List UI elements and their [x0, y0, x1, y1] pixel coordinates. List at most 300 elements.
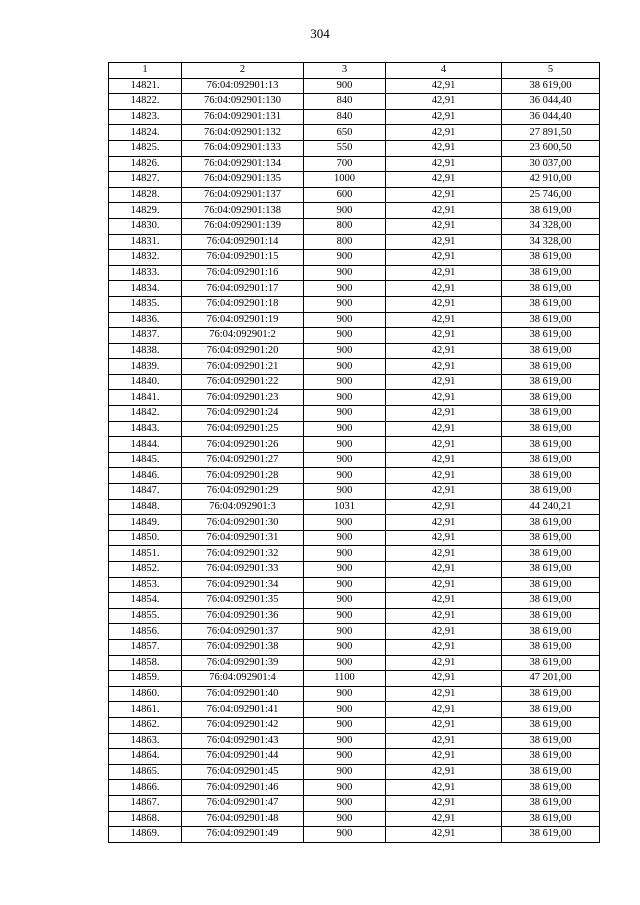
- table-row: [109, 78, 600, 94]
- area-cell: 550: [304, 140, 386, 156]
- amount-cell: 38 619,00: [502, 390, 600, 406]
- area-cell: 650: [304, 125, 386, 141]
- table-row: [109, 328, 600, 344]
- area-cell: 900: [304, 608, 386, 624]
- amount-cell: 38 619,00: [502, 203, 600, 219]
- cadastral-number-cell: 76:04:092901:39: [182, 655, 304, 671]
- rate-cell: 42,91: [386, 686, 502, 702]
- table-row: [109, 109, 600, 125]
- table-row: [109, 655, 600, 671]
- cadastral-number-cell: 76:04:092901:43: [182, 733, 304, 749]
- row-number-cell: 14829.: [109, 203, 182, 219]
- rate-cell: 42,91: [386, 234, 502, 250]
- table-row: [109, 203, 600, 219]
- table-row: [109, 140, 600, 156]
- rate-cell: 42,91: [386, 94, 502, 110]
- cadastral-number-cell: 76:04:092901:28: [182, 468, 304, 484]
- cadastral-number-cell: 76:04:092901:14: [182, 234, 304, 250]
- row-number-cell: 14830.: [109, 218, 182, 234]
- amount-cell: 38 619,00: [502, 577, 600, 593]
- table-row: [109, 437, 600, 453]
- table-row: [109, 639, 600, 655]
- row-number-cell: 14869.: [109, 827, 182, 843]
- table-header: [109, 63, 600, 79]
- table-row: [109, 780, 600, 796]
- amount-cell: 38 619,00: [502, 717, 600, 733]
- cadastral-number-cell: 76:04:092901:32: [182, 546, 304, 562]
- area-cell: 840: [304, 94, 386, 110]
- area-cell: 900: [304, 827, 386, 843]
- cadastral-number-cell: 76:04:092901:40: [182, 686, 304, 702]
- row-number-cell: 14851.: [109, 546, 182, 562]
- rate-cell: 42,91: [386, 671, 502, 687]
- amount-cell: 38 619,00: [502, 265, 600, 281]
- rate-cell: 42,91: [386, 437, 502, 453]
- amount-cell: 36 044,40: [502, 94, 600, 110]
- amount-cell: 27 891,50: [502, 125, 600, 141]
- table-row: [109, 250, 600, 266]
- rate-cell: 42,91: [386, 499, 502, 515]
- table-row: [109, 749, 600, 765]
- cadastral-number-cell: 76:04:092901:131: [182, 109, 304, 125]
- area-cell: 900: [304, 390, 386, 406]
- amount-cell: 38 619,00: [502, 608, 600, 624]
- cadastral-number-cell: 76:04:092901:33: [182, 562, 304, 578]
- table-row: [109, 390, 600, 406]
- area-cell: 900: [304, 374, 386, 390]
- rate-cell: 42,91: [386, 250, 502, 266]
- data-table: [108, 62, 600, 843]
- cadastral-number-cell: 76:04:092901:17: [182, 281, 304, 297]
- rate-cell: 42,91: [386, 374, 502, 390]
- table-row: [109, 624, 600, 640]
- row-number-cell: 14831.: [109, 234, 182, 250]
- table-row: [109, 218, 600, 234]
- area-cell: 900: [304, 686, 386, 702]
- table-row: [109, 374, 600, 390]
- cadastral-number-cell: 76:04:092901:13: [182, 78, 304, 94]
- area-cell: 1000: [304, 172, 386, 188]
- page-number: 304: [310, 26, 330, 41]
- area-cell: 900: [304, 593, 386, 609]
- rate-cell: 42,91: [386, 624, 502, 640]
- cadastral-number-cell: 76:04:092901:134: [182, 156, 304, 172]
- amount-cell: 30 037,00: [502, 156, 600, 172]
- cadastral-number-cell: 76:04:092901:21: [182, 359, 304, 375]
- cadastral-number-cell: 76:04:092901:31: [182, 530, 304, 546]
- cadastral-number-cell: 76:04:092901:49: [182, 827, 304, 843]
- rate-cell: 42,91: [386, 702, 502, 718]
- cadastral-number-cell: 76:04:092901:47: [182, 795, 304, 811]
- row-number-cell: 14859.: [109, 671, 182, 687]
- row-number-cell: 14841.: [109, 390, 182, 406]
- row-number-cell: 14865.: [109, 764, 182, 780]
- row-number-cell: 14847.: [109, 484, 182, 500]
- row-number-cell: 14868.: [109, 811, 182, 827]
- rate-cell: 42,91: [386, 172, 502, 188]
- amount-cell: 38 619,00: [502, 795, 600, 811]
- amount-cell: 38 619,00: [502, 546, 600, 562]
- table-row: [109, 156, 600, 172]
- row-number-cell: 14844.: [109, 437, 182, 453]
- cadastral-number-cell: 76:04:092901:37: [182, 624, 304, 640]
- column-header: 3: [304, 63, 386, 79]
- cadastral-number-cell: 76:04:092901:26: [182, 437, 304, 453]
- amount-cell: 38 619,00: [502, 639, 600, 655]
- amount-cell: 38 619,00: [502, 515, 600, 531]
- rate-cell: 42,91: [386, 312, 502, 328]
- amount-cell: 38 619,00: [502, 437, 600, 453]
- row-number-cell: 14866.: [109, 780, 182, 796]
- row-number-cell: 14840.: [109, 374, 182, 390]
- area-cell: 900: [304, 421, 386, 437]
- row-number-cell: 14857.: [109, 639, 182, 655]
- table-row: [109, 468, 600, 484]
- table-row: [109, 686, 600, 702]
- cadastral-number-cell: 76:04:092901:27: [182, 452, 304, 468]
- row-number-cell: 14842.: [109, 406, 182, 422]
- cadastral-number-cell: 76:04:092901:41: [182, 702, 304, 718]
- row-number-cell: 14848.: [109, 499, 182, 515]
- amount-cell: 23 600,50: [502, 140, 600, 156]
- table-row: [109, 406, 600, 422]
- area-cell: 900: [304, 717, 386, 733]
- amount-cell: 38 619,00: [502, 250, 600, 266]
- amount-cell: 34 328,00: [502, 234, 600, 250]
- amount-cell: 38 619,00: [502, 655, 600, 671]
- cadastral-number-cell: 76:04:092901:25: [182, 421, 304, 437]
- rate-cell: 42,91: [386, 78, 502, 94]
- cadastral-number-cell: 76:04:092901:24: [182, 406, 304, 422]
- rate-cell: 42,91: [386, 359, 502, 375]
- area-cell: 900: [304, 546, 386, 562]
- rate-cell: 42,91: [386, 827, 502, 843]
- rate-cell: 42,91: [386, 717, 502, 733]
- area-cell: 900: [304, 78, 386, 94]
- row-number-cell: 14838.: [109, 343, 182, 359]
- amount-cell: 34 328,00: [502, 218, 600, 234]
- rate-cell: 42,91: [386, 406, 502, 422]
- amount-cell: 38 619,00: [502, 281, 600, 297]
- rate-cell: 42,91: [386, 530, 502, 546]
- table-row: [109, 530, 600, 546]
- cadastral-number-cell: 76:04:092901:46: [182, 780, 304, 796]
- area-cell: 800: [304, 234, 386, 250]
- cadastral-number-cell: 76:04:092901:18: [182, 296, 304, 312]
- amount-cell: 38 619,00: [502, 374, 600, 390]
- amount-cell: 38 619,00: [502, 468, 600, 484]
- table-body: [109, 78, 600, 842]
- cadastral-number-cell: 76:04:092901:130: [182, 94, 304, 110]
- table-row: [109, 343, 600, 359]
- cadastral-number-cell: 76:04:092901:29: [182, 484, 304, 500]
- row-number-cell: 14845.: [109, 452, 182, 468]
- rate-cell: 42,91: [386, 140, 502, 156]
- cadastral-number-cell: 76:04:092901:135: [182, 172, 304, 188]
- amount-cell: 38 619,00: [502, 764, 600, 780]
- table-row: [109, 234, 600, 250]
- area-cell: 900: [304, 530, 386, 546]
- area-cell: 900: [304, 795, 386, 811]
- area-cell: 900: [304, 577, 386, 593]
- rate-cell: 42,91: [386, 343, 502, 359]
- cadastral-number-cell: 76:04:092901:19: [182, 312, 304, 328]
- table-row: [109, 172, 600, 188]
- amount-cell: 36 044,40: [502, 109, 600, 125]
- row-number-cell: 14846.: [109, 468, 182, 484]
- row-number-cell: 14822.: [109, 94, 182, 110]
- cadastral-number-cell: 76:04:092901:132: [182, 125, 304, 141]
- area-cell: 840: [304, 109, 386, 125]
- area-cell: 900: [304, 452, 386, 468]
- table-row: [109, 733, 600, 749]
- amount-cell: 38 619,00: [502, 343, 600, 359]
- amount-cell: 38 619,00: [502, 593, 600, 609]
- area-cell: 900: [304, 655, 386, 671]
- rate-cell: 42,91: [386, 515, 502, 531]
- area-cell: 900: [304, 702, 386, 718]
- rate-cell: 42,91: [386, 203, 502, 219]
- area-cell: 900: [304, 250, 386, 266]
- area-cell: 900: [304, 265, 386, 281]
- row-number-cell: 14867.: [109, 795, 182, 811]
- area-cell: 900: [304, 515, 386, 531]
- rate-cell: 42,91: [386, 390, 502, 406]
- table-row: [109, 452, 600, 468]
- cadastral-number-cell: 76:04:092901:15: [182, 250, 304, 266]
- column-header: 2: [182, 63, 304, 79]
- rate-cell: 42,91: [386, 593, 502, 609]
- cadastral-number-cell: 76:04:092901:22: [182, 374, 304, 390]
- rate-cell: 42,91: [386, 218, 502, 234]
- table-row: [109, 577, 600, 593]
- table-row: [109, 608, 600, 624]
- cadastral-number-cell: 76:04:092901:139: [182, 218, 304, 234]
- rate-cell: 42,91: [386, 562, 502, 578]
- cadastral-number-cell: 76:04:092901:38: [182, 639, 304, 655]
- rate-cell: 42,91: [386, 608, 502, 624]
- row-number-cell: 14828.: [109, 187, 182, 203]
- rate-cell: 42,91: [386, 468, 502, 484]
- table-row: [109, 484, 600, 500]
- table-row: [109, 281, 600, 297]
- area-cell: 900: [304, 312, 386, 328]
- table-row: [109, 764, 600, 780]
- cadastral-number-cell: 76:04:092901:30: [182, 515, 304, 531]
- cadastral-number-cell: 76:04:092901:36: [182, 608, 304, 624]
- amount-cell: 38 619,00: [502, 452, 600, 468]
- table-row: [109, 827, 600, 843]
- amount-cell: 38 619,00: [502, 78, 600, 94]
- row-number-cell: 14821.: [109, 78, 182, 94]
- amount-cell: 38 619,00: [502, 733, 600, 749]
- rate-cell: 42,91: [386, 764, 502, 780]
- rate-cell: 42,91: [386, 780, 502, 796]
- table-row: [109, 499, 600, 515]
- column-header: 5: [502, 63, 600, 79]
- amount-cell: 47 201,00: [502, 671, 600, 687]
- row-number-cell: 14855.: [109, 608, 182, 624]
- area-cell: 900: [304, 562, 386, 578]
- row-number-cell: 14860.: [109, 686, 182, 702]
- amount-cell: 38 619,00: [502, 328, 600, 344]
- amount-cell: 38 619,00: [502, 702, 600, 718]
- area-cell: 900: [304, 624, 386, 640]
- area-cell: 900: [304, 281, 386, 297]
- row-number-cell: 14843.: [109, 421, 182, 437]
- cadastral-number-cell: 76:04:092901:48: [182, 811, 304, 827]
- row-number-cell: 14832.: [109, 250, 182, 266]
- amount-cell: 38 619,00: [502, 811, 600, 827]
- cadastral-number-cell: 76:04:092901:137: [182, 187, 304, 203]
- cadastral-number-cell: 76:04:092901:4: [182, 671, 304, 687]
- amount-cell: 38 619,00: [502, 780, 600, 796]
- table-row: [109, 265, 600, 281]
- area-cell: 700: [304, 156, 386, 172]
- row-number-cell: 14833.: [109, 265, 182, 281]
- rate-cell: 42,91: [386, 265, 502, 281]
- rate-cell: 42,91: [386, 546, 502, 562]
- table-row: [109, 546, 600, 562]
- area-cell: 1031: [304, 499, 386, 515]
- area-cell: 900: [304, 780, 386, 796]
- header-row: [109, 63, 600, 79]
- cadastral-number-cell: 76:04:092901:16: [182, 265, 304, 281]
- cadastral-number-cell: 76:04:092901:138: [182, 203, 304, 219]
- row-number-cell: 14837.: [109, 328, 182, 344]
- amount-cell: 38 619,00: [502, 827, 600, 843]
- row-number-cell: 14836.: [109, 312, 182, 328]
- table-row: [109, 312, 600, 328]
- area-cell: 1100: [304, 671, 386, 687]
- cadastral-number-cell: 76:04:092901:3: [182, 499, 304, 515]
- table-row: [109, 421, 600, 437]
- area-cell: 900: [304, 359, 386, 375]
- cadastral-number-cell: 76:04:092901:35: [182, 593, 304, 609]
- table-row: [109, 187, 600, 203]
- table-row: [109, 702, 600, 718]
- rate-cell: 42,91: [386, 156, 502, 172]
- rate-cell: 42,91: [386, 811, 502, 827]
- area-cell: 900: [304, 296, 386, 312]
- rate-cell: 42,91: [386, 795, 502, 811]
- row-number-cell: 14856.: [109, 624, 182, 640]
- amount-cell: 25 746,00: [502, 187, 600, 203]
- amount-cell: 38 619,00: [502, 484, 600, 500]
- row-number-cell: 14862.: [109, 717, 182, 733]
- rate-cell: 42,91: [386, 639, 502, 655]
- table-row: [109, 795, 600, 811]
- row-number-cell: 14858.: [109, 655, 182, 671]
- amount-cell: 38 619,00: [502, 530, 600, 546]
- cadastral-number-cell: 76:04:092901:133: [182, 140, 304, 156]
- rate-cell: 42,91: [386, 452, 502, 468]
- area-cell: 900: [304, 749, 386, 765]
- table-row: [109, 125, 600, 141]
- row-number-cell: 14834.: [109, 281, 182, 297]
- row-number-cell: 14854.: [109, 593, 182, 609]
- row-number-cell: 14853.: [109, 577, 182, 593]
- column-header: 4: [386, 63, 502, 79]
- area-cell: 900: [304, 811, 386, 827]
- amount-cell: 38 619,00: [502, 296, 600, 312]
- table-row: [109, 671, 600, 687]
- cadastral-number-cell: 76:04:092901:42: [182, 717, 304, 733]
- amount-cell: 44 240,21: [502, 499, 600, 515]
- row-number-cell: 14852.: [109, 562, 182, 578]
- rate-cell: 42,91: [386, 281, 502, 297]
- row-number-cell: 14839.: [109, 359, 182, 375]
- area-cell: 900: [304, 639, 386, 655]
- row-number-cell: 14823.: [109, 109, 182, 125]
- area-cell: 900: [304, 343, 386, 359]
- area-cell: 900: [304, 437, 386, 453]
- area-cell: 800: [304, 218, 386, 234]
- row-number-cell: 14826.: [109, 156, 182, 172]
- row-number-cell: 14824.: [109, 125, 182, 141]
- table-row: [109, 94, 600, 110]
- area-cell: 900: [304, 484, 386, 500]
- rate-cell: 42,91: [386, 328, 502, 344]
- row-number-cell: 14861.: [109, 702, 182, 718]
- table-row: [109, 717, 600, 733]
- amount-cell: 42 910,00: [502, 172, 600, 188]
- rate-cell: 42,91: [386, 733, 502, 749]
- column-header: 1: [109, 63, 182, 79]
- area-cell: 900: [304, 406, 386, 422]
- rate-cell: 42,91: [386, 484, 502, 500]
- rate-cell: 42,91: [386, 109, 502, 125]
- table-row: [109, 811, 600, 827]
- cadastral-number-cell: 76:04:092901:23: [182, 390, 304, 406]
- amount-cell: 38 619,00: [502, 421, 600, 437]
- area-cell: 600: [304, 187, 386, 203]
- cadastral-number-cell: 76:04:092901:2: [182, 328, 304, 344]
- rate-cell: 42,91: [386, 187, 502, 203]
- amount-cell: 38 619,00: [502, 562, 600, 578]
- rate-cell: 42,91: [386, 125, 502, 141]
- row-number-cell: 14850.: [109, 530, 182, 546]
- row-number-cell: 14863.: [109, 733, 182, 749]
- rate-cell: 42,91: [386, 296, 502, 312]
- cadastral-number-cell: 76:04:092901:44: [182, 749, 304, 765]
- amount-cell: 38 619,00: [502, 624, 600, 640]
- rate-cell: 42,91: [386, 655, 502, 671]
- cadastral-number-cell: 76:04:092901:20: [182, 343, 304, 359]
- row-number-cell: 14864.: [109, 749, 182, 765]
- area-cell: 900: [304, 764, 386, 780]
- row-number-cell: 14827.: [109, 172, 182, 188]
- table-row: [109, 593, 600, 609]
- row-number-cell: 14825.: [109, 140, 182, 156]
- rate-cell: 42,91: [386, 421, 502, 437]
- cadastral-number-cell: 76:04:092901:45: [182, 764, 304, 780]
- amount-cell: 38 619,00: [502, 359, 600, 375]
- rate-cell: 42,91: [386, 577, 502, 593]
- table-row: [109, 359, 600, 375]
- area-cell: 900: [304, 203, 386, 219]
- area-cell: 900: [304, 328, 386, 344]
- amount-cell: 38 619,00: [502, 686, 600, 702]
- area-cell: 900: [304, 733, 386, 749]
- table-row: [109, 515, 600, 531]
- area-cell: 900: [304, 468, 386, 484]
- amount-cell: 38 619,00: [502, 749, 600, 765]
- amount-cell: 38 619,00: [502, 406, 600, 422]
- rate-cell: 42,91: [386, 749, 502, 765]
- table-row: [109, 296, 600, 312]
- row-number-cell: 14835.: [109, 296, 182, 312]
